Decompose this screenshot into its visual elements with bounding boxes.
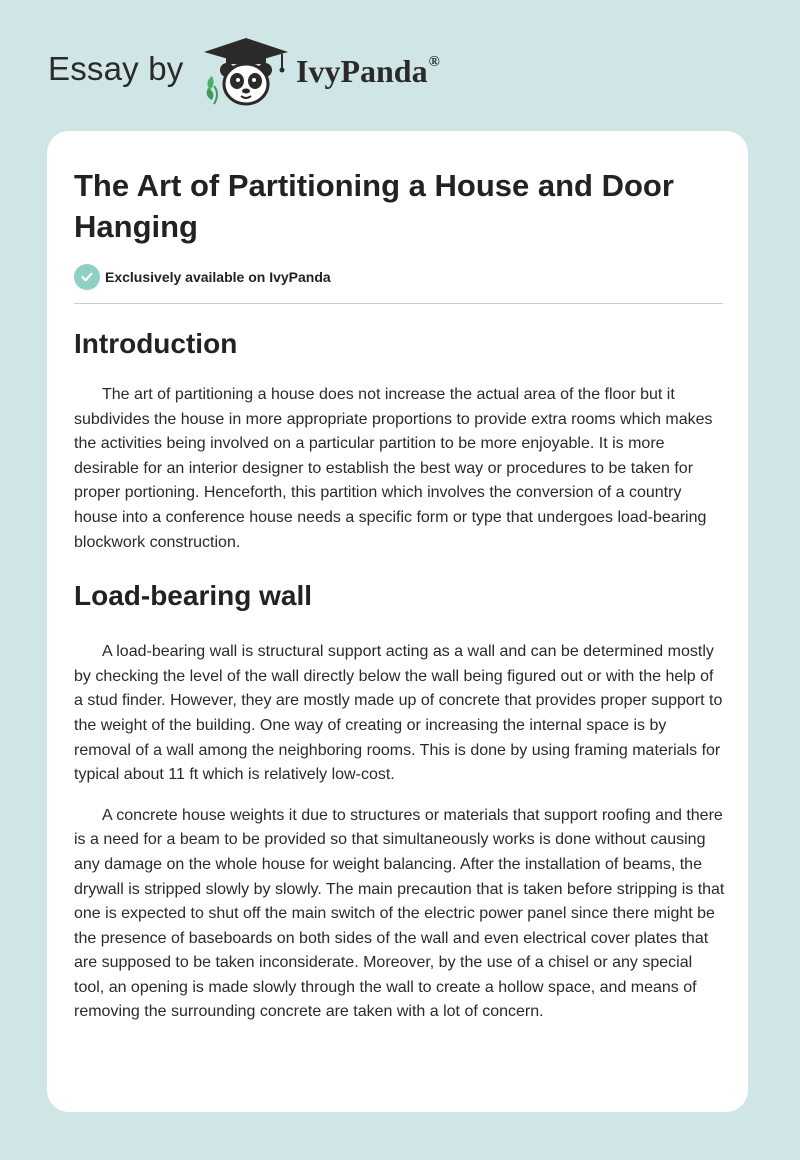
brand-prefix: Essay by (48, 50, 184, 87)
page-title: The Art of Partitioning a House and Door Hanging (74, 168, 674, 244)
check-icon (74, 264, 100, 290)
site-header (0, 0, 800, 130)
exclusive-badge (74, 264, 331, 290)
panda-graduate-icon[interactable] (200, 34, 292, 110)
essay-card (47, 131, 748, 1112)
brand-name[interactable]: IvyPanda® (296, 53, 440, 89)
badge-text: Exclusively available on IvyPanda (105, 269, 331, 285)
essay-body (74, 324, 726, 1025)
divider (74, 303, 723, 304)
section-heading-introduction: Introduction (74, 328, 238, 359)
registered-mark: ® (428, 54, 440, 71)
paragraph-introduction: The art of partitioning a house does not increase the actual area of the floor but it subdivides the house in more appropriate proportions to provide extra rooms which makes the activities being involved on a particular partition to be more enjoyable. It is more desirable for an interior designer to establish the best way or procedures to be taken for proper portioning. Henceforth, this partition which involves the conversion of a country house into a conference house needs a specific form or type that undergoes load-bearing blockwork construction. (74, 386, 713, 551)
paragraph-load-bearing-2: A concrete house weights it due to structures or materials that support roofing and there is a need for a beam to be provided so that simultaneously works is done without causing any damage on the whole house for weight balancing. After the installation of beams, the drywall is stripped slowly by slowly. The main precaution that is taken before stripping is that one is expected to shut off the main switch of the electric power panel since there might be the presence of baseboards on both sides of the wall and even electrical cover plates that are supposed to be taken inconsiderate. Moreover, by the use of a chisel or any special tool, an opening is made slowly through the wall to create a hollow space, and means of removing the surrounding concrete are taken with a lot of concern. (74, 806, 725, 1021)
section-heading-load-bearing-wall: Load-bearing wall (74, 580, 313, 612)
paragraph-load-bearing-1: A load-bearing wall is structural support acting as a wall and can be determined mostly by checking the level of the wall directly below the wall being figured out or with the help of a stud finder. However, they are mostly made up of concrete that provides proper support to the weight of the building. One way of creating or increasing the internal space is by removal of a wall among the neighboring rooms. This is done by using framing materials for typical about 11 ft which is relatively low-cost. (74, 643, 723, 784)
